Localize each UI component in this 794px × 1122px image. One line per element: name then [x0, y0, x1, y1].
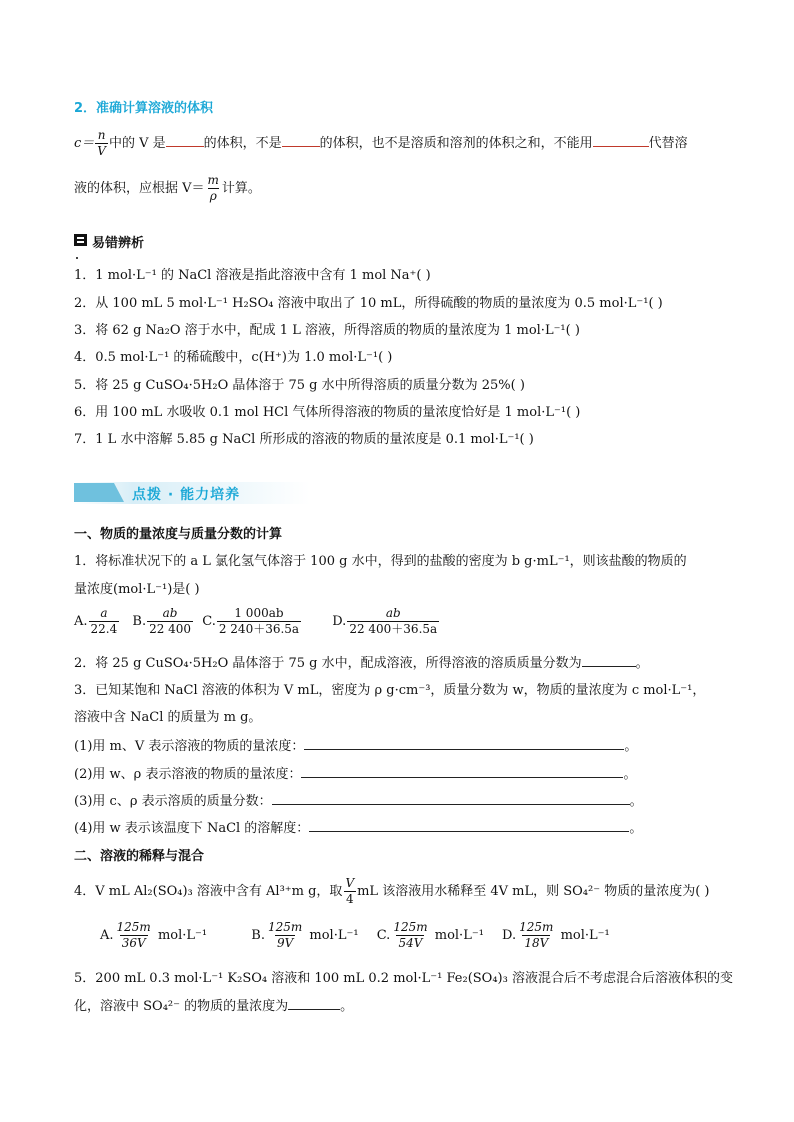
fraction-denominator: 2 240＋36.5a — [218, 622, 300, 636]
bookmark-icon — [74, 234, 87, 246]
section-banner — [74, 480, 310, 506]
fraction-numerator: 125m — [116, 920, 151, 934]
q4-line — [74, 876, 709, 907]
fraction-denominator: 22 400 — [149, 622, 192, 636]
q5-answer-blank[interactable] — [288, 997, 340, 1010]
q3-sub-text: (3)用 c、ρ 表示溶质的质量分数： — [74, 794, 272, 809]
option-a[interactable] — [100, 920, 208, 950]
q4-text: 4．V mL Al₂(SO₄)₃ 溶液中含有 Al³⁺m g，取 — [74, 884, 343, 899]
text-segment: 的体积，也不是溶质和溶剂的体积之和，不能用 — [319, 136, 593, 151]
q3-line1: 3．已知某饱和 NaCl 溶液的体积为 V mL，密度为 ρ g·cm⁻³，质量分数为 w，物质的量浓度为 c mol·L⁻¹， — [74, 683, 706, 698]
q3-sub-text: (1)用 m、V 表示溶液的物质的量浓度： — [74, 739, 305, 754]
blank-1[interactable] — [166, 134, 204, 147]
q3-end: 。 — [629, 821, 643, 836]
option-label: C. — [202, 614, 216, 629]
blank-2[interactable] — [282, 134, 320, 147]
q3-answer-blank-2[interactable] — [301, 765, 623, 778]
fraction-numerator: 1 000ab — [234, 606, 284, 620]
text-segment: 中的 V 是 — [108, 136, 166, 151]
option-d[interactable] — [502, 920, 610, 950]
option-c[interactable] — [376, 920, 484, 950]
section2-line2 — [74, 173, 261, 204]
q2 — [74, 652, 649, 671]
q2-end: 。 — [635, 656, 649, 671]
fraction-denominator: 22 400＋36.5a — [349, 622, 438, 636]
text-segment: 液的体积，应根据 V＝ — [74, 181, 205, 196]
fraction-denominator: 54V — [398, 936, 423, 950]
error-item: 3．将 62 g Na₂O 溶于水中，配成 1 L 溶液，所得溶质的物质的量浓度为 1 mol·L⁻¹( ) — [74, 323, 580, 338]
option-d[interactable] — [332, 606, 440, 636]
q5-line1: 5．200 mL 0.3 mol·L⁻¹ K₂SO₄ 溶液和 100 mL 0.2 mol·L⁻¹ Fe₂(SO₄)₃ 溶液混合后不考虑混合后溶液体积的变 — [74, 971, 733, 986]
option-unit: mol·L⁻¹ — [157, 928, 208, 943]
part1-heading: 一、物质的量浓度与质量分数的计算 — [74, 527, 283, 542]
q4-options — [100, 920, 610, 951]
q3-sub-text: (2)用 w、ρ 表示溶液的物质的量浓度： — [74, 767, 302, 782]
text-segment: 计算。 — [221, 181, 261, 196]
q3-answer-blank-4[interactable] — [309, 819, 629, 832]
option-label: B. — [251, 928, 265, 943]
error-item: 4．0.5 mol·L⁻¹ 的稀硫酸中，c(H⁺)为 1.0 mol·L⁻¹( ) — [74, 350, 393, 365]
q1-line1: 1．将标准状况下的 a L 氯化氢气体溶于 100 g 水中，得到的盐酸的密度为 b g·mL⁻¹，则该盐酸的物质的 — [74, 554, 687, 569]
option-c[interactable] — [202, 606, 302, 636]
fraction-denominator: ρ — [209, 189, 217, 203]
q3-sub-1 — [74, 735, 637, 754]
blank-3[interactable] — [593, 134, 649, 147]
fraction-numerator: ab — [162, 606, 178, 620]
option-b[interactable] — [251, 920, 359, 950]
fraction-m-over-rho — [206, 173, 221, 204]
q5-line2 — [74, 995, 353, 1014]
q3-end: 。 — [629, 794, 643, 809]
option-a[interactable] — [74, 606, 120, 636]
fraction-numerator: 125m — [267, 920, 303, 934]
error-item: 1．1 mol·L⁻¹ 的 NaCl 溶液是指此溶液中含有 1 mol Na⁺( ) — [74, 268, 431, 283]
fraction-numerator: n — [97, 128, 106, 142]
q5-end: 。 — [340, 999, 354, 1014]
fraction-numerator: 125m — [519, 920, 554, 934]
option-unit: mol·L⁻¹ — [560, 928, 610, 943]
option-b[interactable] — [132, 606, 194, 636]
option-label: C. — [376, 928, 391, 943]
fraction-denominator: 9V — [276, 936, 294, 950]
q3-answer-blank-3[interactable] — [272, 792, 630, 805]
q3-sub-text: (4)用 w 表示该温度下 NaCl 的溶解度： — [74, 821, 310, 836]
fraction-denominator: 22.4 — [90, 622, 118, 636]
section2-line1 — [74, 128, 688, 159]
decorative-dot — [76, 257, 78, 259]
formula-c: c＝ — [74, 136, 95, 151]
option-label: B. — [132, 614, 147, 629]
q2-text: 2．将 25 g CuSO₄·5H₂O 晶体溶于 75 g 水中，配成溶液，所得溶液的溶质质量分数为 — [74, 656, 582, 671]
option-label: A. — [74, 614, 88, 629]
q1-options — [74, 606, 440, 637]
q1-line2: 量浓度(mol·L⁻¹)是( ) — [74, 582, 200, 597]
text-segment: 的体积，不是 — [203, 136, 282, 151]
error-item: 7．1 L 水中溶解 5.85 g NaCl 所形成的溶液的物质的量浓度是 0.1 mol·L⁻¹( ) — [74, 432, 534, 447]
q3-sub-2 — [74, 763, 636, 782]
q3-end: 。 — [623, 767, 637, 782]
part2-heading: 二、溶液的稀释与混合 — [74, 849, 205, 864]
q3-answer-blank-1[interactable] — [304, 737, 624, 750]
fraction-numerator: V — [345, 876, 355, 890]
option-unit: mol·L⁻¹ — [434, 928, 484, 943]
text-segment: 代替溶 — [648, 136, 688, 151]
fraction-n-over-v — [95, 128, 108, 159]
fraction-denominator: 4 — [345, 892, 354, 906]
option-label: A. — [100, 928, 114, 943]
section-heading: 2．准确计算溶液的体积 — [74, 101, 214, 116]
fraction-numerator: ab — [385, 606, 401, 620]
fraction-numerator: 125m — [393, 920, 428, 934]
fraction-numerator: a — [100, 606, 108, 620]
q2-answer-blank[interactable] — [582, 654, 636, 667]
q4-text: mL 该溶液用水稀释至 4V mL，则 SO₄²⁻ 物质的量浓度为( ) — [357, 884, 710, 899]
fraction-numerator: m — [207, 173, 219, 187]
banner-title: 点拨 · 能力培养 — [132, 487, 241, 503]
error-item: 2．从 100 mL 5 mol·L⁻¹ H₂SO₄ 溶液中取出了 10 mL，所得硫酸的物质的量浓度为 0.5 mol·L⁻¹( ) — [74, 296, 663, 311]
option-unit: mol·L⁻¹ — [309, 928, 359, 943]
q3-sub-3 — [74, 790, 643, 809]
fraction-denominator: 36V — [121, 936, 146, 950]
error-item: 6．用 100 mL 水吸收 0.1 mol HCl 气体所得溶液的物质的量浓度恰好是 1 mol·L⁻¹( ) — [74, 405, 581, 420]
fraction-denominator: V — [97, 144, 106, 158]
error-item: 5．将 25 g CuSO₄·5H₂O 晶体溶于 75 g 水中所得溶质的质量分数为 25%( ) — [74, 378, 525, 393]
q3-sub-4 — [74, 817, 642, 836]
errors-title: 易错辨析 — [92, 236, 145, 251]
fraction-denominator: 18V — [524, 936, 549, 950]
q3-line2: 溶液中含 NaCl 的质量为 m g。 — [74, 710, 262, 725]
q5-text: 化，溶液中 SO₄²⁻ 的物质的量浓度为 — [74, 999, 289, 1014]
q3-end: 。 — [624, 739, 638, 754]
option-label: D. — [502, 928, 517, 943]
option-label: D. — [332, 614, 347, 629]
